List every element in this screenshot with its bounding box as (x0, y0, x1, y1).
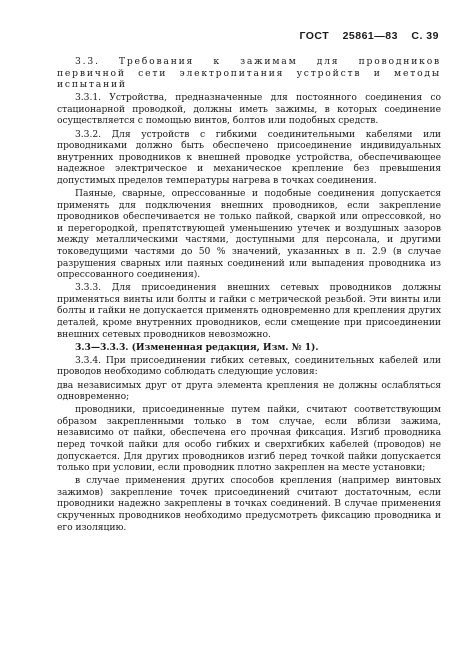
page-header (289, 30, 439, 42)
amendment-note: 3.3—3.3.3. (Измененная редакция, Изм. № 1). (75, 341, 319, 353)
paragraph-3-3-1: 3.3.1. Устройства, предназначенные для постоянного соединения со стационарной проводкой, должны иметь зажимы, в которых соединение осуществляется с помощью винтов, болтов или подобных средств. (57, 92, 441, 127)
paragraph-soldered-joints: Паяные, сварные, опрессованные и подобные соединения допускается применять для подключения внешних проводников, если закрепление проводников обеспечивается не только пайкой, сваркой или опрессовкой, но и перегородкой, препятствующей уменьшению утечек и воздушных зазоров между металлическими частями, доступными для персонала, и другими токоведущими частями до 50 % значений, указанных в п. 2.9 (в случае разрушения сварных или паяных соединений или выпадения проводника из опрессованного соединения). (57, 188, 441, 281)
section-title: 3.3. Требования к зажимам для проводников первичной сети электропитания устройств и методы испытаний (57, 56, 441, 91)
condition-3: в случае применения других способов крепления (например винтовых зажимов) закрепление точек присоединений считают достаточным, если проводники надежно закреплены в точках соединений. В случае применения скрученных проводников необходимо предусмотреть фиксацию проводника и его изоляцию. (57, 475, 441, 533)
condition-1: два независимых друг от друга элемента крепления не должны ослабляться одновременно; (57, 379, 441, 403)
standard-number: 25861—83 (342, 30, 398, 42)
condition-2: проводники, присоединенные путем пайки, считают соответствующим образом закрепленными только в том случае, если вблизи зажима, независимо от пайки, обеспечена его прочная фиксация. Изгиб проводника перед точкой пайки для особо гибких и сверхгибких кабелей (проводов) не допускается. Для других проводников изгиб перед точкой пайки допускается только при условии, если проводник плотно закреплен на месте установки; (57, 404, 441, 474)
page-number: С. 39 (411, 30, 439, 42)
document-body (57, 56, 441, 535)
standard-label: ГОСТ (299, 30, 330, 42)
paragraph-3-3-4: 3.3.4. При присоединении гибких сетевых, соединительных кабелей или проводов необходимо соблюдать следующие условия: (57, 354, 441, 378)
paragraph-3-3-3: 3.3.3. Для присоединения внешних сетевых проводников должны применяться винты или болты и гайки с метрической резьбой. Эти винты или болты и гайки не допускается применять одновременно для крепления других деталей, кроме внутренних проводников, если смещение при присоединении внешних сетевых проводников невозможно. (57, 282, 441, 340)
paragraph-3-3-2: 3.3.2. Для устройств с гибкими соединительными кабелями или проводниками должно быть обеспечено присоединение индивидуальных внутренних проводников к внешней проводке устройства, обеспечивающее надежное электрическое и механическое крепление без превышения допустимых пределов температуры нагрева в точках соединения. (57, 128, 441, 186)
